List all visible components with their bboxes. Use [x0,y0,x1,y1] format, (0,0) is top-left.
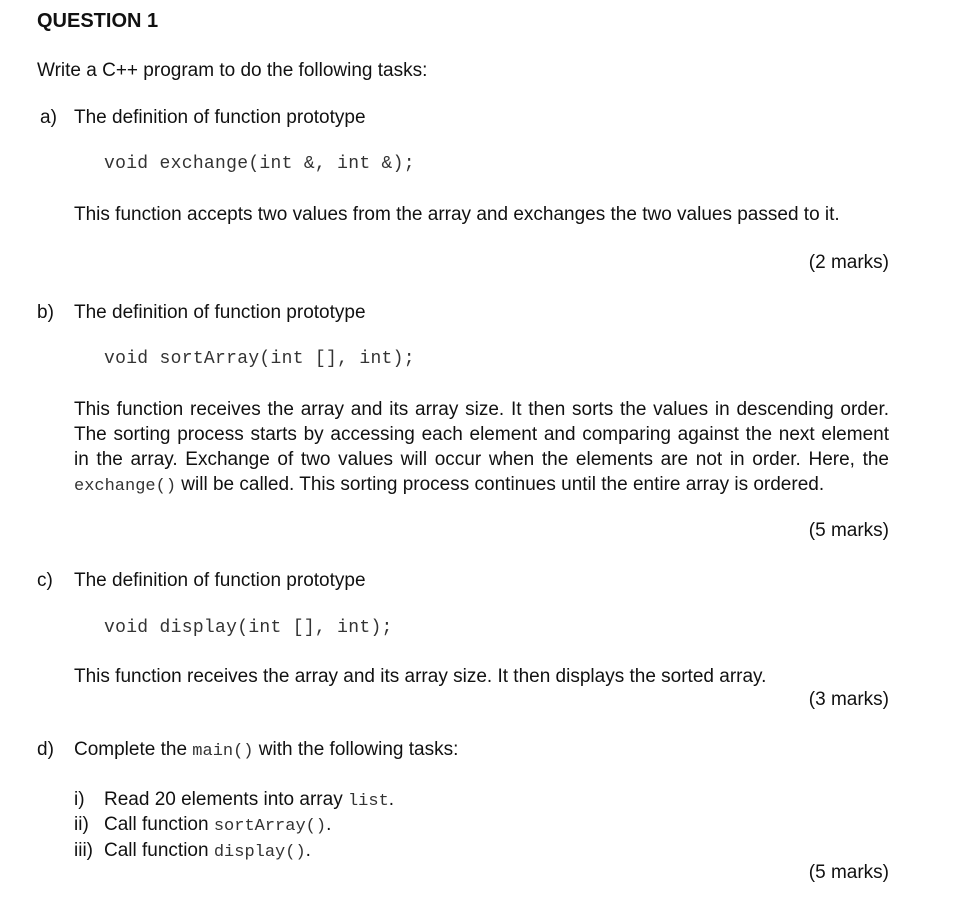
part-a-description: This function accepts two values from the array and exchanges the two values passed to it. [74,204,840,225]
part-d-item-3-end: . [305,840,311,861]
part-b-desc-text-1: This function receives the array and its array size. It then sorts the values in descending order. The sorting process starts by accessing each element and comparing against the next element in the array. Exchange of two values will occur when the elements are not in order. Here, the [74,399,889,470]
part-d-item-3 [104,841,311,861]
part-b-code: void sortArray(int [], int); [104,349,415,369]
part-a-label: a) [40,107,57,128]
part-c-code: void display(int [], int); [104,618,393,638]
part-d-item-1-code: list [347,792,389,811]
part-d-item-2-label: ii) [74,814,89,835]
part-a-heading: The definition of function prototype [74,107,366,128]
part-d-marks: (5 marks) [808,862,889,883]
part-b-marks: (5 marks) [808,520,889,541]
part-d-item-2-code: sortArray() [213,817,327,836]
part-d-label: d) [37,739,54,760]
part-d-item-3-code: display() [213,843,306,862]
part-d-item-3-text: Call function [104,840,214,861]
part-d-item-1 [104,790,394,810]
part-b-desc-text-2: will be called. This sorting process continues until the entire array is ordered. [176,474,825,495]
part-d-item-1-end: . [388,789,395,810]
part-d-heading [74,740,458,760]
part-d-heading-text-1: Complete the [74,739,193,760]
part-d-heading-code: main() [192,742,254,761]
part-d-item-2-text: Call function [104,814,214,835]
part-b-desc-code: exchange() [74,477,177,496]
part-c-heading: The definition of function prototype [74,570,366,591]
part-c-description: This function receives the array and its array size. It then displays the sorted array. [74,666,767,687]
question-title: QUESTION 1 [37,10,159,32]
part-b-description [74,397,889,499]
question-intro: Write a C++ program to do the following tasks: [37,60,428,81]
part-b-heading: The definition of function prototype [74,302,366,323]
part-a-marks: (2 marks) [808,252,889,273]
part-b-label: b) [37,302,54,323]
part-d-heading-text-2: with the following tasks: [253,739,459,760]
part-c-marks: (3 marks) [808,689,889,710]
part-d-item-2-end: . [326,814,332,835]
part-d-item-3-label: iii) [74,840,93,861]
part-d-item-2 [104,815,331,835]
part-d-item-1-label: i) [74,789,85,810]
part-c-label: c) [37,570,53,591]
part-a-code: void exchange(int &, int &); [104,154,415,174]
part-d-item-1-text: Read 20 elements into array [104,789,348,810]
